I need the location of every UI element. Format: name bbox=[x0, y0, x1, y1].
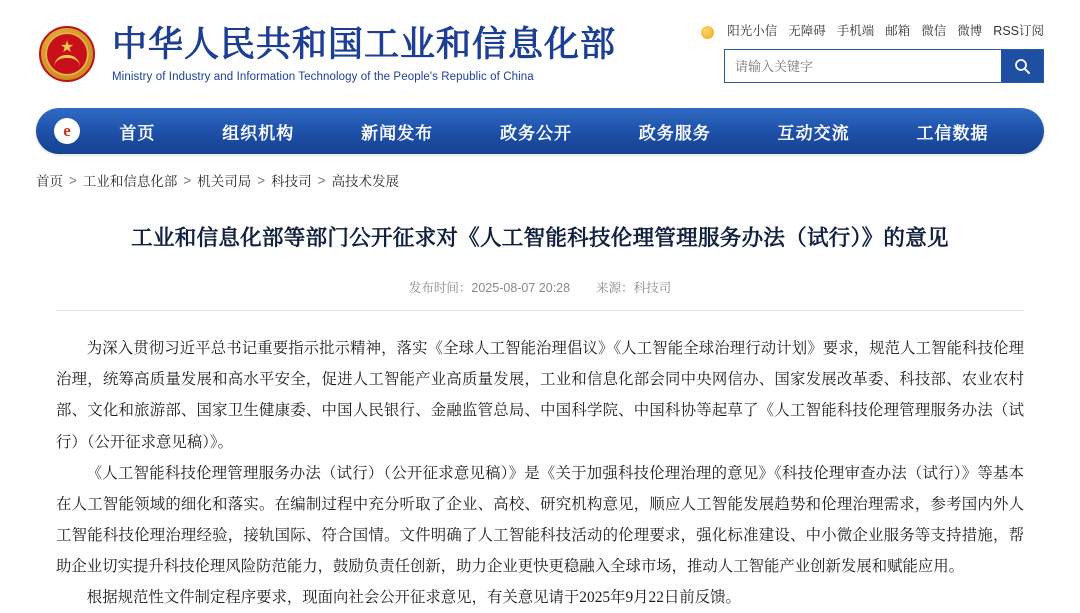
breadcrumb-item-miit[interactable]: 工业和信息化部 bbox=[82, 174, 178, 189]
search-button[interactable] bbox=[1001, 50, 1043, 82]
article-paragraph: 《人工智能科技伦理管理服务办法（试行）（公开征求意见稿）》是《关于加强科技伦理治理的意见》《科技伦理审查办法（试行）》等基本在人工智能领域的细化和落实。在编制过程中充分听取了企业、高校、研究机构意见，顺应人工智能发展趋势和伦理治理需求，参考国内外人工智能科技伦理治理经验，接轨国际、符合国情。文件明确了人工智能科技活动的伦理要求，强化标准建设、中小微企业服务等支持措施，帮助企业切实提升科技伦理风险防范能力，鼓励负责任创新，助力企业更快更稳融入全球市场，推动人工智能产业创新发展和赋能应用。 bbox=[56, 464, 1024, 576]
top-link-mobile[interactable]: 手机端 bbox=[836, 24, 875, 38]
search-icon bbox=[1014, 58, 1031, 75]
search-input[interactable] bbox=[725, 50, 1001, 82]
nav-item-home[interactable]: 首页 bbox=[119, 123, 156, 143]
meta-divider bbox=[56, 310, 1024, 311]
breadcrumb-separator: > bbox=[317, 172, 326, 188]
site-title-block bbox=[112, 25, 616, 82]
publish-time: 发布时间：2025-08-07 20:28 bbox=[408, 281, 571, 296]
breadcrumb-separator: > bbox=[183, 172, 192, 188]
top-link-mail[interactable]: 邮箱 bbox=[885, 24, 911, 38]
article-source: 来源：科技司 bbox=[596, 281, 672, 296]
nav-item-organization[interactable]: 组织机构 bbox=[222, 123, 295, 143]
breadcrumb bbox=[0, 154, 1080, 190]
nav-logo-icon[interactable]: e bbox=[54, 118, 80, 144]
site-title-en: Ministry of Industry and Information Technology of the People's Republic of China bbox=[112, 70, 534, 83]
sun-icon bbox=[701, 26, 714, 39]
top-link-weibo[interactable]: 微博 bbox=[957, 24, 983, 38]
nav-item-government-disclosure[interactable]: 政务公开 bbox=[499, 123, 572, 143]
article-meta bbox=[56, 278, 1024, 310]
national-emblem-icon: ★ bbox=[36, 23, 98, 85]
main-nav-wrap bbox=[0, 108, 1080, 154]
article-body bbox=[56, 333, 1024, 613]
breadcrumb-separator: > bbox=[69, 172, 77, 188]
breadcrumb-item-science-tech[interactable]: 科技司 bbox=[271, 174, 312, 189]
top-link-wechat[interactable]: 微信 bbox=[921, 24, 947, 38]
breadcrumb-item-departments[interactable]: 机关司局 bbox=[197, 174, 252, 189]
breadcrumb-item-home[interactable]: 首页 bbox=[36, 174, 63, 189]
top-link-sunshine[interactable]: 阳光小信 bbox=[727, 24, 778, 38]
site-title-cn: 中华人民共和国工业和信息化部 bbox=[112, 25, 617, 65]
top-link-bar bbox=[701, 21, 1044, 39]
main-nav bbox=[36, 108, 1044, 154]
nav-item-interaction[interactable]: 互动交流 bbox=[777, 123, 850, 143]
nav-item-industry-data[interactable]: 工信数据 bbox=[916, 123, 989, 143]
site-brand[interactable] bbox=[36, 23, 616, 85]
page-title: 工业和信息化部等部门公开征求对《人工智能科技伦理管理服务办法（试行）》的意见 bbox=[131, 226, 949, 250]
breadcrumb-item-hightech[interactable]: 高技术发展 bbox=[331, 174, 400, 189]
article bbox=[0, 222, 1080, 613]
nav-items bbox=[86, 119, 1022, 144]
top-link-rss[interactable]: RSS订阅 bbox=[993, 24, 1044, 38]
nav-item-government-services[interactable]: 政务服务 bbox=[638, 123, 711, 143]
nav-item-news[interactable]: 新闻发布 bbox=[361, 123, 434, 143]
site-header bbox=[0, 0, 1080, 108]
top-link-accessibility[interactable]: 无障碍 bbox=[788, 24, 826, 38]
article-paragraph: 根据规范性文件制定程序要求，现面向社会公开征求意见，有关意见请于2025年9月22日前反馈。 bbox=[86, 589, 741, 607]
search-box[interactable] bbox=[724, 49, 1044, 83]
article-paragraph: 为深入贯彻习近平总书记重要指示批示精神，落实《全球人工智能治理倡议》《人工智能全球治理行动计划》要求，规范人工智能科技伦理治理，统筹高质量发展和高水平安全，促进人工智能产业高质量发展，工业和信息化部会同中央网信办、国家发展改革委、科技部、农业农村部、文化和旅游部、国家卫生健康委、中国人民银行、金融监管总局、中国科学院、中国科协等起草了《人工智能科技伦理管理服务办法（试行）（公开征求意见稿）》。 bbox=[56, 340, 1024, 451]
breadcrumb-separator: > bbox=[257, 172, 266, 188]
header-utilities bbox=[701, 21, 1044, 87]
